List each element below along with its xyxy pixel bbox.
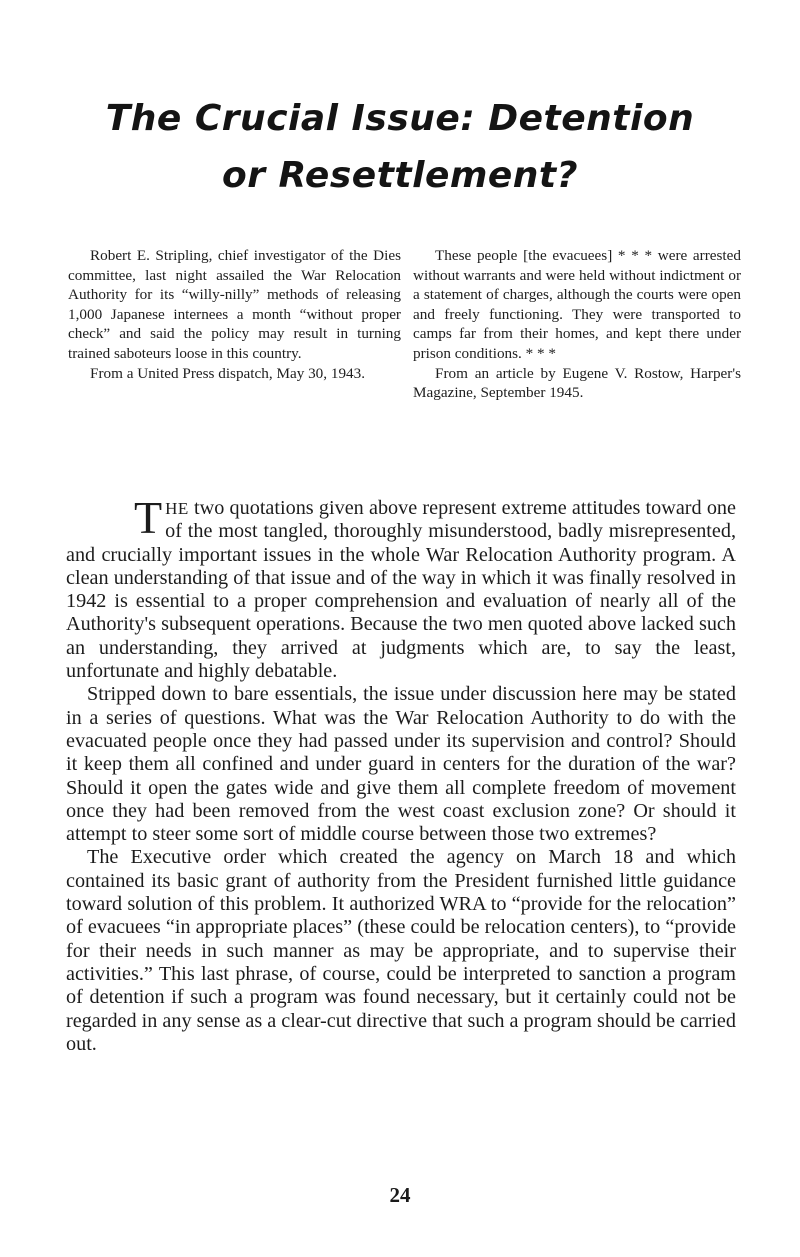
epigraph-right bbox=[413, 246, 741, 403]
epigraph-left-text: Robert E. Stripling, chief investigator of the Dies committee, last night assailed the War Relocation Authority for its “willy-nilly” methods of releasing 1,000 Japanese internees a month “without proper check” and said the policy may result in turning trained saboteurs loose in this country. bbox=[68, 247, 401, 362]
chapter-title-line-2: or Resettlement? bbox=[221, 155, 579, 196]
drop-cap: T bbox=[134, 492, 163, 543]
paragraph-1-text: two quotations given above represent extreme attitudes toward one of the most tangled, thoroughly misunderstood, badly misrepresented, and crucially important issues in the whole War Relocation Authority program. A clean understanding of that issue and of the way in which it was finally resolved in 1942 is essential to a proper comprehension and evaluation of nearly all of the Authority's subsequent operations. Because the two men quoted above lacked such an understanding, they arrived at judgments which are, to say the least, unfortunate and highly debatable. bbox=[66, 497, 736, 683]
epigraph-left-source: From a United Press dispatch, May 30, 1943. bbox=[90, 364, 366, 382]
paragraph-3: The Executive order which created the agency on March 18 and which contained its basic grant of authority from the President furnished little guidance toward solution of this problem. It authorized WRA to “provide for the relocation” of evacuees “in appropriate places” (these could be relocation centers), to “provide for their needs in such manner as may be appropriate, and to supervise their activities.” This last phrase, of course, could be interpreted to sanction a program of detention if such a program was found necessary, but it certainly could not be regarded in any sense as a clear-cut directive that such a program should be carried out. bbox=[66, 846, 736, 1055]
epigraph-right-text: These people [the evacuees] * * * were arrested without warrants and were held without indictment or a statement of charges, although the courts were open and freely functioning. They were transported to camps far from their homes, and kept there under prison conditions. * * * bbox=[413, 247, 741, 362]
body-text bbox=[66, 492, 736, 1056]
paragraph-1 bbox=[66, 492, 736, 683]
epigraph-left bbox=[68, 246, 401, 383]
paragraph-2: Stripped down to bare essentials, the issue under discussion here may be stated in a series of questions. What was the War Relocation Authority to do with the evacuated people once they had passed under its supervision and control? Should it keep them all confined and under guard in centers for the duration of the war? Should it open the gates wide and give them all complete freedom of movement once they had been removed from the west coast exclusion zone? Or should it attempt to steer some sort of middle course between those two extremes? bbox=[66, 683, 736, 846]
small-caps-lead: HE bbox=[165, 499, 189, 518]
epigraph-right-source: From an article by Eugene V. Rostow, Harper's Magazine, September 1945. bbox=[413, 364, 741, 402]
page-number: 24 bbox=[389, 1183, 411, 1207]
chapter-title-line-1: The Crucial Issue: Detention bbox=[105, 98, 695, 139]
